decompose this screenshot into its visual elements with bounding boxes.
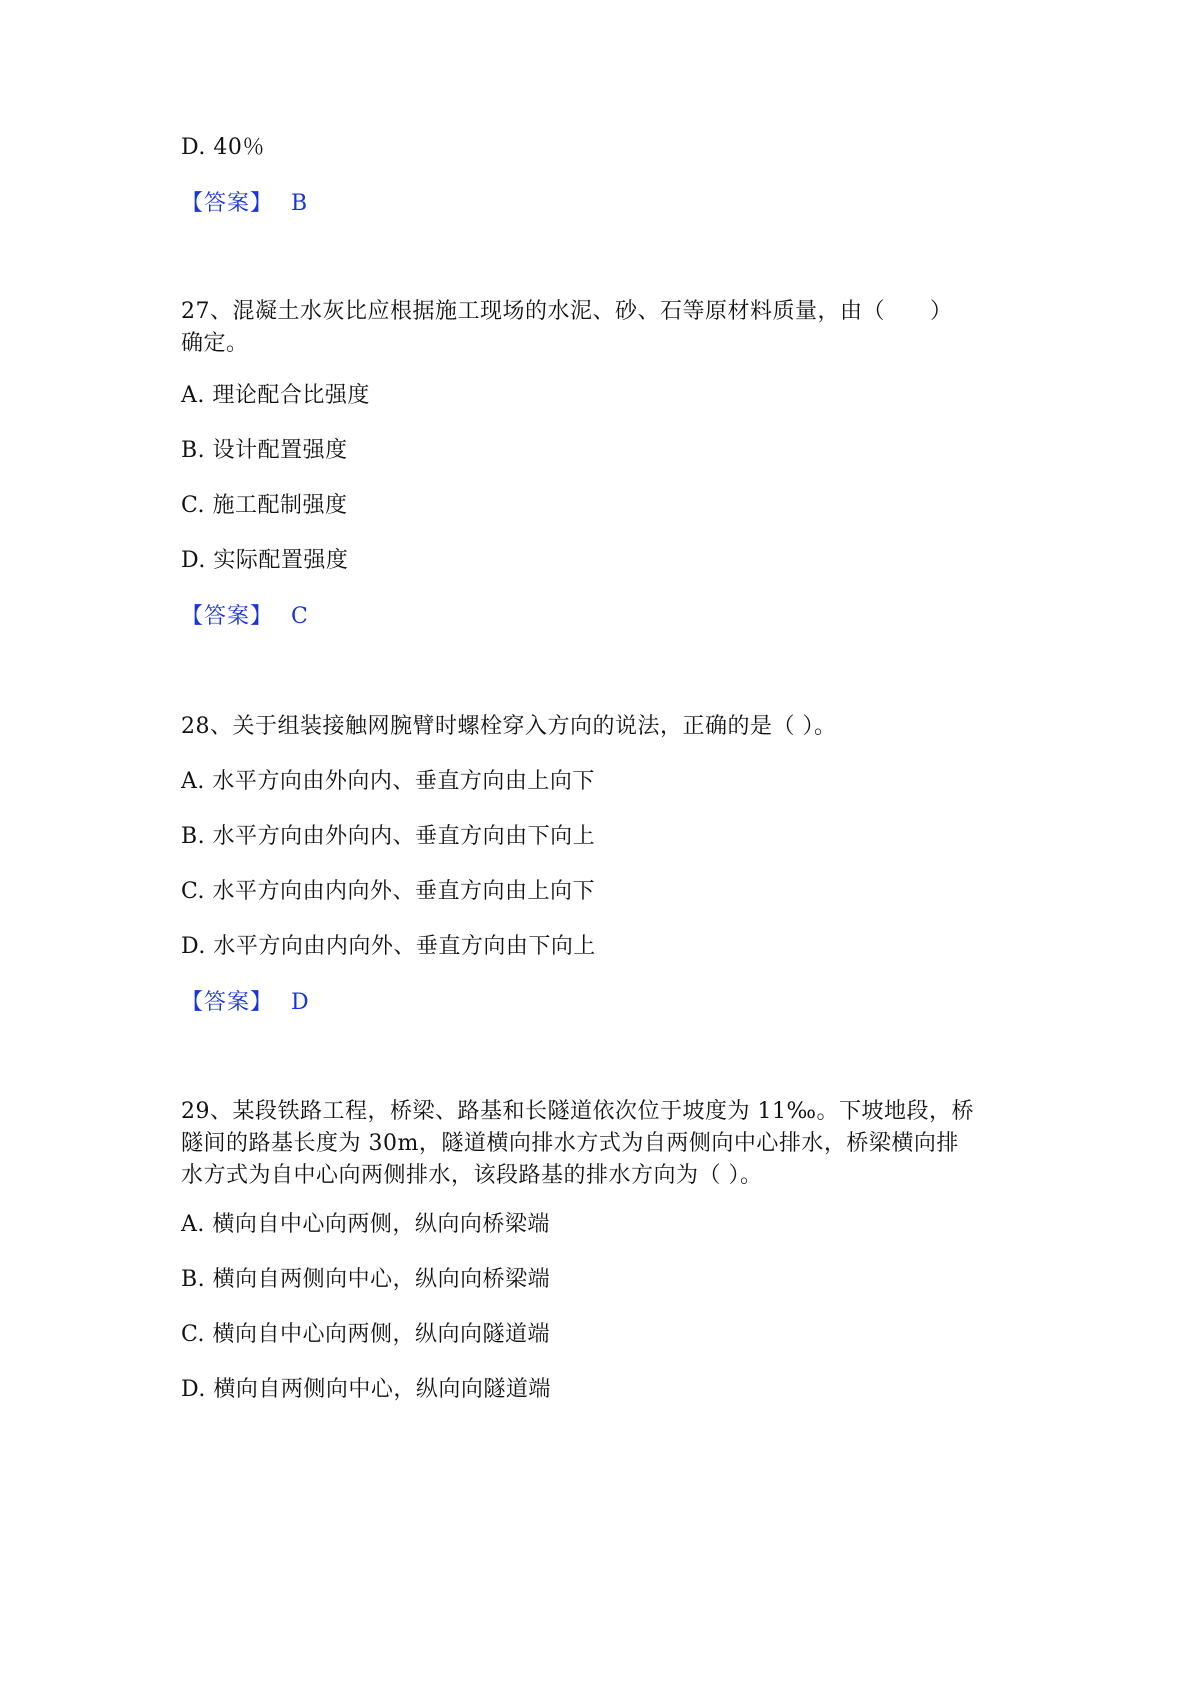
answer-value: D [291,990,310,1015]
q27-option-c: C. 施工配制强度 [181,493,348,518]
q28-option-b: B. 水平方向由外向内、垂直方向由下向上 [181,824,596,849]
q29-option-d: D. 横向自两侧向中心，纵向向隧道端 [181,1377,551,1402]
q27-option-d: D. 实际配置强度 [181,548,349,573]
q27-option-a: A. 理论配合比强度 [181,383,370,408]
answer-value: B [291,191,308,216]
q28-option-c: C. 水平方向由内向外、垂直方向由上向下 [181,879,596,904]
answer-tag: 【答案】 [181,191,274,216]
q29-option-a: A. 横向自中心向两侧，纵向向桥梁端 [181,1212,550,1237]
q29-stem-line3: 水方式为自中心向两侧排水，该段路基的排水方向为（ ）。 [181,1163,763,1188]
q29-option-b: B. 横向自两侧向中心，纵向向桥梁端 [181,1267,551,1292]
answer-tag: 【答案】 [181,604,274,629]
q29-stem-line2: 隧间的路基长度为 30m，隧道横向排水方式为自两侧向中心排水，桥梁横向排 [181,1131,959,1156]
q28-stem: 28、关于组装接触网腕臂时螺栓穿入方向的说法，正确的是（ ）。 [181,714,837,739]
answer-value: C [291,604,309,629]
q29-stem [181,1096,1001,1192]
q29-option-c: C. 横向自中心向两侧，纵向向隧道端 [181,1322,551,1347]
q27-stem [181,296,1001,360]
q27-answer [181,601,308,633]
q28-answer [181,987,309,1019]
prev-answer [181,188,308,220]
q28-option-d: D. 水平方向由内向外、垂直方向由下向上 [181,934,596,959]
q27-option-b: B. 设计配置强度 [181,438,348,463]
q28-option-a: A. 水平方向由外向内、垂直方向由上向下 [181,769,595,794]
answer-tag: 【答案】 [181,990,274,1015]
prev-option-d: D. 40％ [181,135,265,160]
q27-stem-line2: 确定。 [181,331,249,356]
q27-stem-line1: 27、混凝土水灰比应根据施工现场的水泥、砂、石等原材料质量，由（ ） [181,299,953,324]
q29-stem-line1: 29、某段铁路工程，桥梁、路基和长隧道依次位于坡度为 11‰。下坡地段，桥 [181,1099,975,1124]
